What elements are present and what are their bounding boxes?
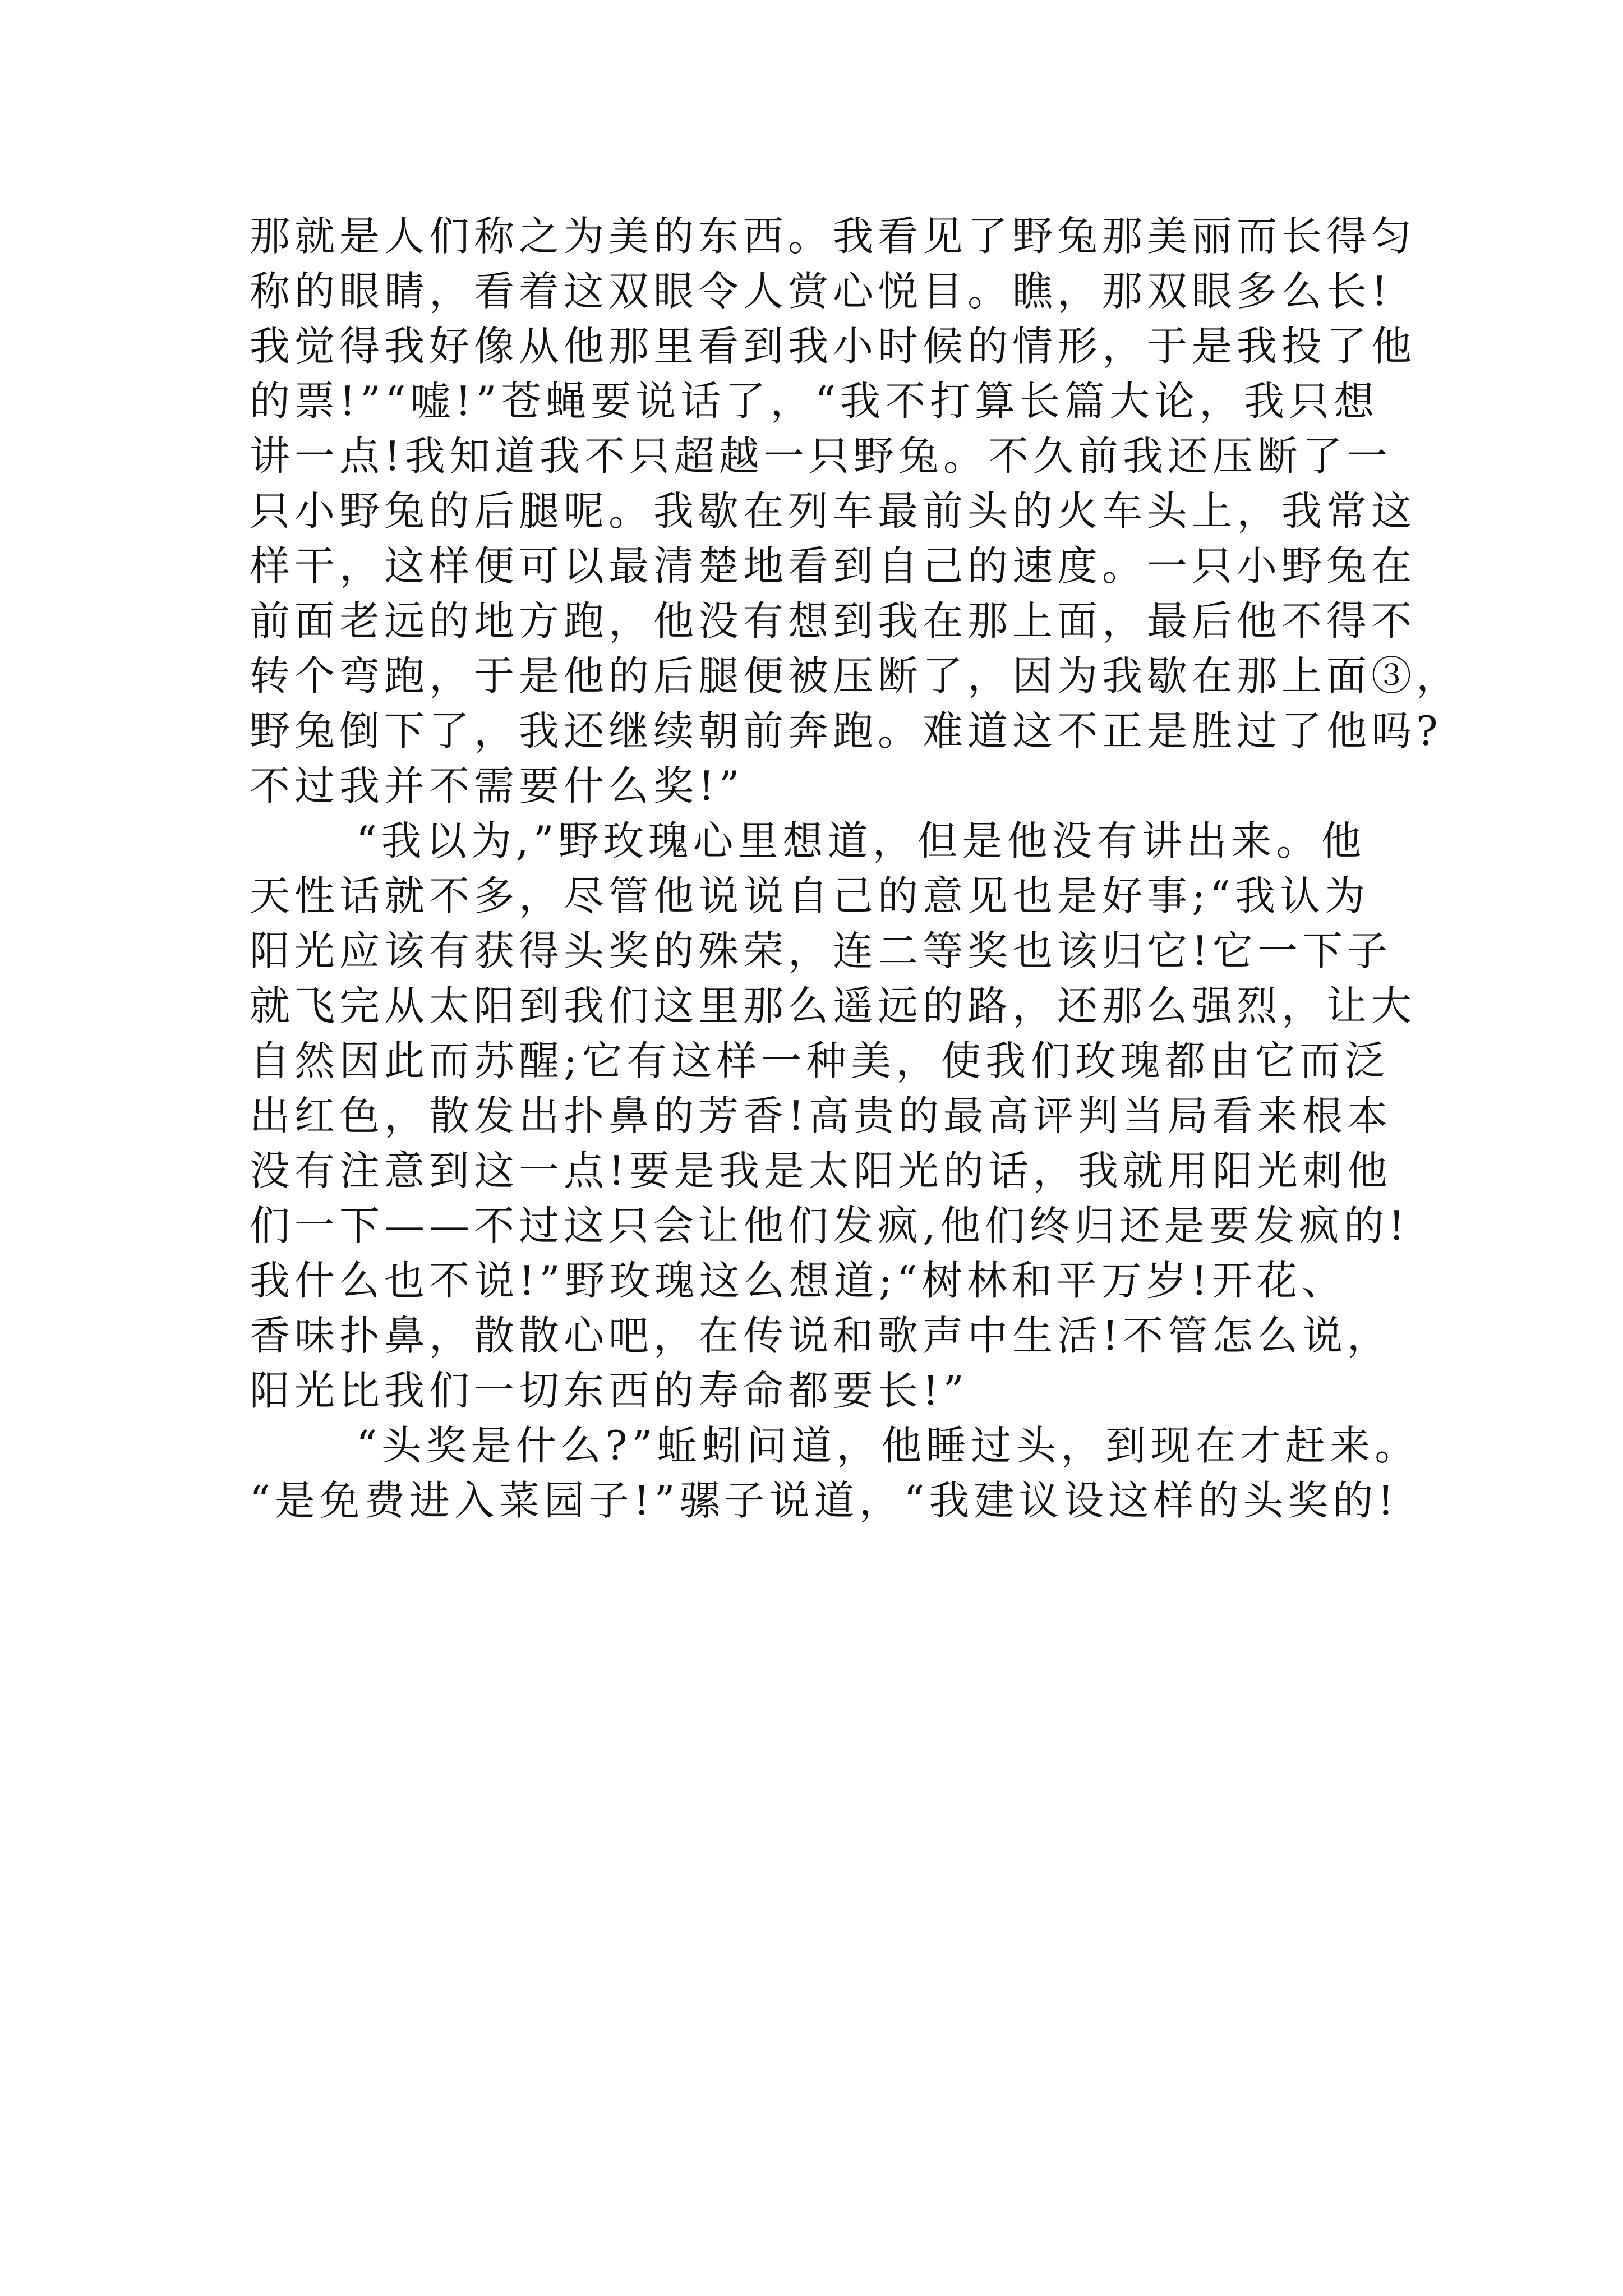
text-line: 称的眼睛，看着这双眼令人赏心悦目。瞧，那双眼多么长! <box>250 268 1392 315</box>
text-line: 们一下——不过这只会让他们发疯,他们终归还是要发疯的! <box>250 1202 1409 1249</box>
text-line: 我觉得我好像从他那里看到我小时候的情形，于是我投了他 <box>250 323 1417 370</box>
paragraph-first-line: “我以为,”野玫瑰心里想道，但是他没有讲出来。他 <box>356 817 1366 864</box>
text-line: 就飞完从太阳到我们这里那么遥远的路，还那么强烈，让大 <box>250 982 1417 1029</box>
text-line: “是免费进入菜园子!”骡子说道，“我建议设这样的头奖的! <box>250 1477 1399 1524</box>
text-line: 前面老远的地方跑，他没有想到我在那上面，最后他不得不 <box>250 597 1417 645</box>
text-line: 讲一点!我知道我不只超越一只野兔。不久前我还压断了一 <box>250 432 1392 480</box>
text-line: 那就是人们称之为美的东西。我看见了野兔那美丽而长得匀 <box>250 213 1417 260</box>
text-line: 阳光应该有获得头奖的殊荣，连二等奖也该归它!它一下子 <box>250 927 1392 974</box>
text-line: 不过我并不需要什么奖!” <box>250 762 744 809</box>
text-line: 没有注意到这一点!要是我是太阳光的话，我就用阳光刺他 <box>250 1147 1392 1194</box>
text-line: 转个弯跑，于是他的后腿便被压断了，因为我歇在那上面③， <box>250 652 1461 700</box>
text-line: 自然因此而苏醒;它有这样一种美，使我们玫瑰都由它而泛 <box>250 1037 1390 1084</box>
body-text <box>250 209 1483 1528</box>
text-line: 我什么也不说!”野玫瑰这么想道;“树林和平万岁!开花、 <box>250 1257 1347 1304</box>
text-line: 出红色，散发出扑鼻的芳香!高贵的最高评判当局看来根本 <box>250 1092 1392 1139</box>
text-line: 香味扑鼻，散散心吧，在传说和歌声中生活!不管怎么说， <box>250 1312 1392 1359</box>
paragraph-first-line: “头奖是什么?”蚯蚓问道，他睡过头，到现在才赶来。 <box>356 1422 1420 1469</box>
text-line: 样干，这样便可以最清楚地看到自己的速度。一只小野兔在 <box>250 542 1417 590</box>
text-line: 只小野兔的后腿呢。我歇在列车最前头的火车头上，我常这 <box>250 487 1417 535</box>
text-line: 阳光比我们一切东西的寿命都要长!” <box>250 1367 969 1414</box>
text-line: 野兔倒下了，我还继续朝前奔跑。难道这不正是胜过了他吗? <box>250 707 1442 754</box>
text-line: 天性话就不多，尽管他说说自己的意见也是好事;“我认为 <box>250 872 1370 919</box>
text-line: 的票!”“嘘!”苍蝇要说话了，“我不打算长篇大论，我只想 <box>250 378 1379 425</box>
